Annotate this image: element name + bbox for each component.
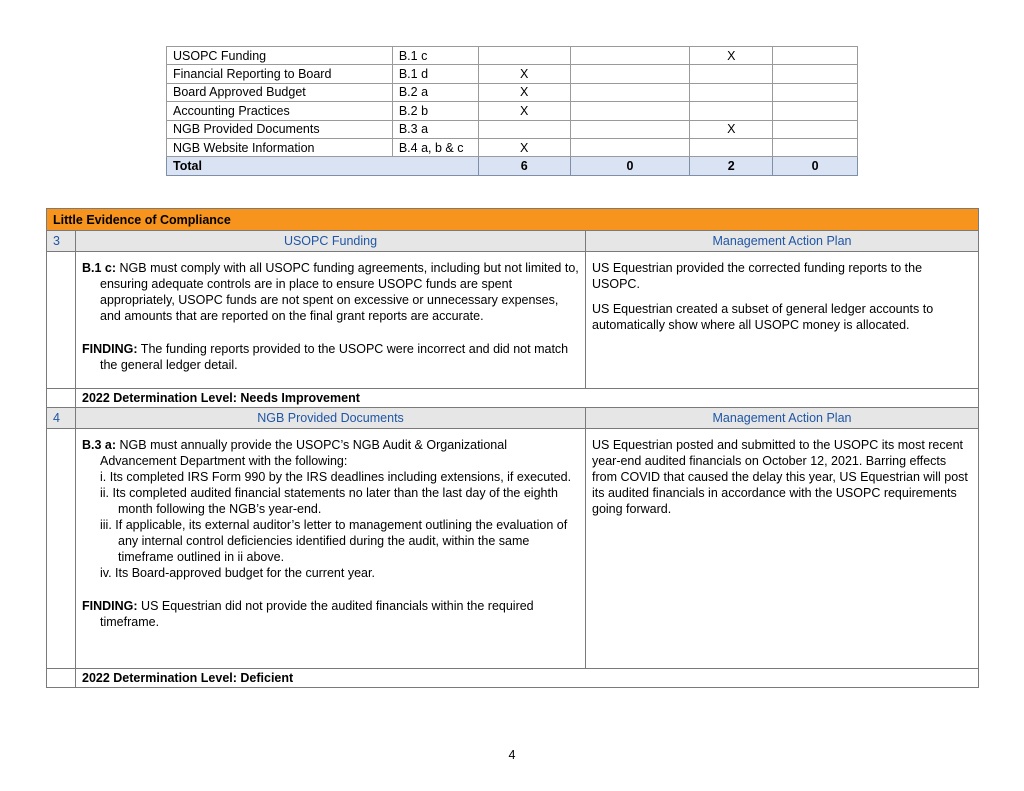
summary-mark: [773, 102, 858, 120]
summary-mark: [570, 47, 690, 65]
summary-mark: X: [478, 65, 570, 83]
finding-header-row: [47, 408, 979, 429]
summary-ref: B.1 d: [392, 65, 478, 83]
summary-mark: X: [478, 83, 570, 101]
summary-mark: [570, 83, 690, 101]
summary-row: [167, 102, 858, 120]
section-banner-row: [47, 209, 979, 231]
summary-mark: X: [690, 47, 773, 65]
finding-requirement-cell: [76, 429, 586, 669]
determination-row: [47, 669, 979, 688]
summary-mark: [570, 138, 690, 156]
summary-row: [167, 120, 858, 138]
finding-number: 3: [47, 231, 76, 252]
summary-ref: B.3 a: [392, 120, 478, 138]
summary-mark: X: [690, 120, 773, 138]
summary-ref: B.2 b: [392, 102, 478, 120]
summary-mark: [690, 83, 773, 101]
finding-body-row: [47, 429, 979, 669]
summary-area: NGB Provided Documents: [167, 120, 393, 138]
findings-table: [46, 208, 979, 688]
finding-label: FINDING:: [82, 599, 138, 613]
finding-requirement-cell: [76, 252, 586, 389]
finding-spacer: [47, 429, 76, 669]
summary-mark: [773, 83, 858, 101]
requirement-code: B.3 a:: [82, 438, 117, 452]
section-banner: Little Evidence of Compliance: [47, 209, 979, 231]
summary-row: [167, 65, 858, 83]
finding-title: USOPC Funding: [76, 231, 586, 252]
total-count: 0: [773, 157, 858, 175]
summary-ref: B.4 a, b & c: [392, 138, 478, 156]
requirement-text: NGB must comply with all USOPC funding agreements, including but not limited to, ensuring adequate controls are in place to ensure USOPC funds are spent appropriately, USOPC funds are not spent on excessive or unnecessary expenses, and amounts that are reported on the final grant reports are accurate.: [100, 261, 579, 323]
requirement-sub-item: i. Its completed IRS Form 990 by the IRS deadlines including extensions, if executed.: [100, 470, 572, 484]
summary-row: [167, 47, 858, 65]
summary-mark: [478, 120, 570, 138]
requirement-text: NGB must annually provide the USOPC’s NGB Audit & Organizational Advancement Department with the following:: [100, 438, 507, 468]
action-plan-paragraph: US Equestrian posted and submitted to the USOPC its most recent year-end audited financials on October 12, 2021. Barring effects from COVID that caused the delay this year, US Equestrian will post its audited financials in accordance with the USOPC requirements going forward.: [592, 438, 968, 516]
requirement-sub-item: iv. Its Board-approved budget for the current year.: [100, 566, 375, 580]
summary-mark: [773, 120, 858, 138]
action-plan-paragraph: US Equestrian created a subset of general ledger accounts to automatically show where all USOPC money is allocated.: [592, 302, 934, 332]
action-plan-header: Management Action Plan: [586, 231, 979, 252]
summary-mark: [690, 102, 773, 120]
compliance-summary-table: [166, 46, 858, 176]
finding-paragraph: [82, 341, 579, 373]
summary-mark: [773, 47, 858, 65]
finding-number: 4: [47, 408, 76, 429]
determination-spacer: [47, 389, 76, 408]
finding-header-row: [47, 231, 979, 252]
requirement-paragraph: [82, 437, 579, 469]
finding-body-row: [47, 252, 979, 389]
requirement-paragraph: [82, 260, 579, 324]
action-plan-header: Management Action Plan: [586, 408, 979, 429]
total-count: 2: [690, 157, 773, 175]
summary-area: USOPC Funding: [167, 47, 393, 65]
summary-mark: [690, 65, 773, 83]
summary-mark: [690, 138, 773, 156]
total-count: 6: [478, 157, 570, 175]
requirement-sub-item: ii. Its completed audited financial statements no later than the last day of the eighth month following the NGB’s year-end.: [100, 486, 558, 516]
summary-area: Accounting Practices: [167, 102, 393, 120]
finding-spacer: [47, 252, 76, 389]
summary-mark: [773, 65, 858, 83]
finding-text: The funding reports provided to the USOPC were incorrect and did not match the general ledger detail.: [100, 342, 569, 372]
action-plan-cell: [586, 429, 979, 669]
summary-area: Board Approved Budget: [167, 83, 393, 101]
summary-ref: B.2 a: [392, 83, 478, 101]
summary-mark: X: [478, 138, 570, 156]
finding-paragraph: [82, 598, 579, 630]
summary-row: [167, 83, 858, 101]
summary-mark: X: [478, 102, 570, 120]
finding-label: FINDING:: [82, 342, 138, 356]
requirement-sub-item: iii. If applicable, its external auditor’s letter to management outlining the evaluation of any internal control deficiencies identified during the audit, within the same timeframe outlined in ii above.: [100, 518, 568, 564]
determination-spacer: [47, 669, 76, 688]
summary-row: [167, 138, 858, 156]
action-plan-paragraph: US Equestrian provided the corrected funding reports to the USOPC.: [592, 261, 923, 291]
finding-title: NGB Provided Documents: [76, 408, 586, 429]
summary-mark: [570, 120, 690, 138]
summary-ref: B.1 c: [392, 47, 478, 65]
summary-mark: [478, 47, 570, 65]
finding-text: US Equestrian did not provide the audited financials within the required timeframe.: [100, 599, 534, 629]
page-number: 4: [508, 748, 516, 762]
action-plan-cell: [586, 252, 979, 389]
summary-mark: [570, 65, 690, 83]
total-count: 0: [570, 157, 690, 175]
determination-row: [47, 389, 979, 408]
total-label: Total: [167, 157, 479, 175]
summary-area: Financial Reporting to Board: [167, 65, 393, 83]
requirement-code: B.1 c:: [82, 261, 117, 275]
summary-area: NGB Website Information: [167, 138, 393, 156]
summary-mark: [773, 138, 858, 156]
determination-level: 2022 Determination Level: Needs Improvement: [76, 389, 979, 408]
summary-mark: [570, 102, 690, 120]
determination-level: 2022 Determination Level: Deficient: [76, 669, 979, 688]
summary-total-row: [167, 157, 858, 175]
